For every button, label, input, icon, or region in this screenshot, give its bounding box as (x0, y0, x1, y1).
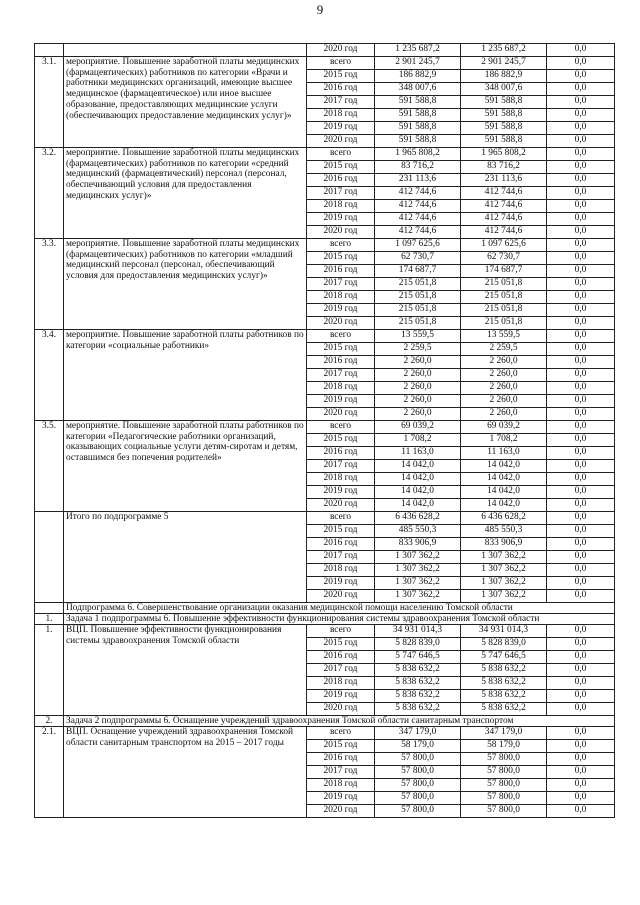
regional-budget-cell: 591 588,8 (461, 109, 547, 122)
regional-budget-cell: 1 235 687,2 (461, 44, 547, 57)
year-cell: 2017 год (307, 460, 375, 473)
task-heading-row (35, 716, 615, 727)
regional-budget-cell: 348 007,6 (461, 83, 547, 96)
other-sources-cell: 0,0 (547, 252, 615, 265)
total-amount-cell: 348 007,6 (375, 83, 461, 96)
year-cell: всего (307, 239, 375, 252)
table-row (35, 330, 615, 343)
row-name-cell: ВЦП. Повышение эффективности функционирования системы здравоохранения Томской области (64, 625, 307, 716)
regional-budget-cell: 57 800,0 (461, 779, 547, 792)
year-cell: 2020 год (307, 499, 375, 512)
year-cell: 2018 год (307, 564, 375, 577)
table-row (35, 727, 615, 740)
other-sources-cell: 0,0 (547, 135, 615, 148)
table-row (35, 239, 615, 252)
other-sources-cell: 0,0 (547, 664, 615, 677)
year-cell: всего (307, 330, 375, 343)
regional-budget-cell: 412 744,6 (461, 200, 547, 213)
regional-budget-cell: 14 042,0 (461, 460, 547, 473)
year-cell: всего (307, 421, 375, 434)
other-sources-cell: 0,0 (547, 766, 615, 779)
total-amount-cell: 591 588,8 (375, 109, 461, 122)
year-cell: 2019 год (307, 304, 375, 317)
other-sources-cell: 0,0 (547, 382, 615, 395)
total-amount-cell: 412 744,6 (375, 187, 461, 200)
total-amount-cell: 1 097 625,6 (375, 239, 461, 252)
year-cell: 2019 год (307, 792, 375, 805)
total-amount-cell: 5 838 632,2 (375, 690, 461, 703)
other-sources-cell: 0,0 (547, 551, 615, 564)
other-sources-cell: 0,0 (547, 577, 615, 590)
other-sources-cell: 0,0 (547, 187, 615, 200)
regional-budget-cell: 1 307 362,2 (461, 551, 547, 564)
regional-budget-cell: 412 744,6 (461, 213, 547, 226)
total-amount-cell: 14 042,0 (375, 486, 461, 499)
task-heading-row (35, 614, 615, 625)
regional-budget-cell: 14 042,0 (461, 486, 547, 499)
other-sources-cell: 0,0 (547, 395, 615, 408)
regional-budget-cell: 14 042,0 (461, 499, 547, 512)
table-row (35, 625, 615, 638)
other-sources-cell: 0,0 (547, 356, 615, 369)
total-amount-cell: 57 800,0 (375, 779, 461, 792)
regional-budget-cell: 57 800,0 (461, 805, 547, 818)
year-cell: 2015 год (307, 740, 375, 753)
total-amount-cell: 1 307 362,2 (375, 577, 461, 590)
total-amount-cell: 5 838 632,2 (375, 677, 461, 690)
regional-budget-cell: 1 965 808,2 (461, 148, 547, 161)
year-cell: 2015 год (307, 343, 375, 356)
regional-budget-cell: 2 259,5 (461, 343, 547, 356)
row-name-cell: мероприятие. Повышение заработной платы медицинских (фармацевтических) работников по категории «средний медицинский (фармацевтический) персонал (персонал, обеспечивающий условия для предоставления медицинских услуг)» (64, 148, 307, 239)
row-number-cell: 3.4. (35, 330, 64, 421)
total-amount-cell: 412 744,6 (375, 200, 461, 213)
other-sources-cell: 0,0 (547, 174, 615, 187)
section-title-cell: Задача 1 подпрограммы 6. Повышение эффективности функционирования системы здравоохранения Томской области (64, 614, 615, 625)
total-amount-cell: 2 260,0 (375, 408, 461, 421)
row-number-cell: 1. (35, 614, 64, 625)
total-amount-cell: 231 113,6 (375, 174, 461, 187)
table-row (35, 421, 615, 434)
total-amount-cell: 57 800,0 (375, 792, 461, 805)
year-cell: 2016 год (307, 538, 375, 551)
year-cell: 2020 год (307, 135, 375, 148)
regional-budget-cell: 1 307 362,2 (461, 590, 547, 603)
other-sources-cell: 0,0 (547, 96, 615, 109)
subprogram-heading-row (35, 603, 615, 614)
other-sources-cell: 0,0 (547, 57, 615, 70)
row-number-cell: 3.5. (35, 421, 64, 512)
regional-budget-cell: 5 838 632,2 (461, 677, 547, 690)
other-sources-cell: 0,0 (547, 564, 615, 577)
total-amount-cell: 1 307 362,2 (375, 590, 461, 603)
total-amount-cell: 215 051,8 (375, 304, 461, 317)
total-amount-cell: 412 744,6 (375, 213, 461, 226)
year-cell: 2015 год (307, 525, 375, 538)
total-amount-cell: 485 550,3 (375, 525, 461, 538)
other-sources-cell: 0,0 (547, 408, 615, 421)
regional-budget-cell: 5 747 646,5 (461, 651, 547, 664)
regional-budget-cell: 215 051,8 (461, 304, 547, 317)
regional-budget-cell: 1 097 625,6 (461, 239, 547, 252)
regional-budget-cell: 2 260,0 (461, 356, 547, 369)
row-name-cell (64, 44, 307, 57)
total-amount-cell: 14 042,0 (375, 499, 461, 512)
row-number-cell: 1. (35, 625, 64, 716)
table-row (35, 512, 615, 525)
regional-budget-cell: 412 744,6 (461, 187, 547, 200)
year-cell: 2018 год (307, 200, 375, 213)
total-amount-cell: 57 800,0 (375, 805, 461, 818)
regional-budget-cell: 591 588,8 (461, 96, 547, 109)
other-sources-cell: 0,0 (547, 369, 615, 382)
total-amount-cell: 1 307 362,2 (375, 564, 461, 577)
budget-table (34, 43, 615, 818)
other-sources-cell: 0,0 (547, 590, 615, 603)
total-amount-cell: 57 800,0 (375, 766, 461, 779)
total-amount-cell: 5 828 839,0 (375, 638, 461, 651)
row-number-cell: 3.3. (35, 239, 64, 330)
year-cell: 2018 год (307, 291, 375, 304)
year-cell: 2018 год (307, 109, 375, 122)
total-amount-cell: 1 708,2 (375, 434, 461, 447)
other-sources-cell: 0,0 (547, 239, 615, 252)
year-cell: 2015 год (307, 70, 375, 83)
regional-budget-cell: 2 260,0 (461, 382, 547, 395)
year-cell: 2020 год (307, 408, 375, 421)
row-number-cell (35, 44, 64, 57)
regional-budget-cell: 215 051,8 (461, 291, 547, 304)
row-number-cell: 2. (35, 716, 64, 727)
total-amount-cell: 1 965 808,2 (375, 148, 461, 161)
total-amount-cell: 2 901 245,7 (375, 57, 461, 70)
year-cell: 2015 год (307, 252, 375, 265)
total-amount-cell: 5 747 646,5 (375, 651, 461, 664)
regional-budget-cell: 5 828 839,0 (461, 638, 547, 651)
other-sources-cell: 0,0 (547, 265, 615, 278)
year-cell: 2018 год (307, 677, 375, 690)
year-cell: всего (307, 148, 375, 161)
other-sources-cell: 0,0 (547, 727, 615, 740)
total-amount-cell: 6 436 628,2 (375, 512, 461, 525)
other-sources-cell: 0,0 (547, 200, 615, 213)
regional-budget-cell: 412 744,6 (461, 226, 547, 239)
year-cell: 2020 год (307, 590, 375, 603)
year-cell: всего (307, 512, 375, 525)
other-sources-cell: 0,0 (547, 486, 615, 499)
other-sources-cell: 0,0 (547, 740, 615, 753)
section-title-cell: Задача 2 подпрограммы 6. Оснащение учреждений здравоохранения Томской области санитарным транспортом (64, 716, 615, 727)
other-sources-cell: 0,0 (547, 638, 615, 651)
year-cell: 2016 год (307, 651, 375, 664)
total-amount-cell: 62 730,7 (375, 252, 461, 265)
total-amount-cell: 591 588,8 (375, 135, 461, 148)
other-sources-cell: 0,0 (547, 792, 615, 805)
total-amount-cell: 215 051,8 (375, 278, 461, 291)
table-row (35, 44, 615, 57)
year-cell: 2016 год (307, 753, 375, 766)
regional-budget-cell: 215 051,8 (461, 317, 547, 330)
section-title-cell: Подпрограмма 6. Совершенствование организации оказания медицинской помощи населению Томской области (64, 603, 615, 614)
regional-budget-cell: 2 260,0 (461, 408, 547, 421)
regional-budget-cell: 347 179,0 (461, 727, 547, 740)
row-number-cell: 3.1. (35, 57, 64, 148)
regional-budget-cell: 186 882,9 (461, 70, 547, 83)
year-cell: 2017 год (307, 369, 375, 382)
row-number-cell (35, 512, 64, 603)
total-amount-cell: 69 039,2 (375, 421, 461, 434)
regional-budget-cell: 174 687,7 (461, 265, 547, 278)
row-name-cell: мероприятие. Повышение заработной платы медицинских (фармацевтических) работников по категории «Врачи и работники медицинских организаций, имеющие высшее медицинское (фармацевтическое) или иное высшее образование, предоставляющих медицинские услуги (обеспечивающих предоставление медицинских услуг)» (64, 57, 307, 148)
total-amount-cell: 2 260,0 (375, 369, 461, 382)
other-sources-cell: 0,0 (547, 161, 615, 174)
regional-budget-cell: 6 436 628,2 (461, 512, 547, 525)
total-amount-cell: 14 042,0 (375, 460, 461, 473)
other-sources-cell: 0,0 (547, 421, 615, 434)
regional-budget-cell: 58 179,0 (461, 740, 547, 753)
regional-budget-cell: 57 800,0 (461, 766, 547, 779)
total-amount-cell: 34 931 014,3 (375, 625, 461, 638)
total-amount-cell: 174 687,7 (375, 265, 461, 278)
total-amount-cell: 412 744,6 (375, 226, 461, 239)
other-sources-cell: 0,0 (547, 122, 615, 135)
other-sources-cell: 0,0 (547, 690, 615, 703)
total-amount-cell: 833 906,9 (375, 538, 461, 551)
year-cell: 2016 год (307, 447, 375, 460)
regional-budget-cell: 34 931 014,3 (461, 625, 547, 638)
year-cell: 2020 год (307, 317, 375, 330)
year-cell: всего (307, 625, 375, 638)
other-sources-cell: 0,0 (547, 805, 615, 818)
total-amount-cell: 58 179,0 (375, 740, 461, 753)
other-sources-cell: 0,0 (547, 70, 615, 83)
regional-budget-cell: 83 716,2 (461, 161, 547, 174)
regional-budget-cell: 1 307 362,2 (461, 564, 547, 577)
year-cell: 2016 год (307, 356, 375, 369)
year-cell: 2017 год (307, 278, 375, 291)
other-sources-cell: 0,0 (547, 109, 615, 122)
regional-budget-cell: 591 588,8 (461, 122, 547, 135)
row-name-cell: мероприятие. Повышение заработной платы работников по категории «социальные работники» (64, 330, 307, 421)
regional-budget-cell: 1 307 362,2 (461, 577, 547, 590)
row-number-cell: 3.2. (35, 148, 64, 239)
total-amount-cell: 1 235 687,2 (375, 44, 461, 57)
year-cell: 2020 год (307, 44, 375, 57)
total-amount-cell: 215 051,8 (375, 317, 461, 330)
total-amount-cell: 11 163,0 (375, 447, 461, 460)
regional-budget-cell: 2 260,0 (461, 369, 547, 382)
other-sources-cell: 0,0 (547, 651, 615, 664)
other-sources-cell: 0,0 (547, 625, 615, 638)
other-sources-cell: 0,0 (547, 473, 615, 486)
regional-budget-cell: 5 838 632,2 (461, 690, 547, 703)
regional-budget-cell: 485 550,3 (461, 525, 547, 538)
year-cell: 2019 год (307, 577, 375, 590)
other-sources-cell: 0,0 (547, 83, 615, 96)
row-name-cell: ВЦП. Оснащение учреждений здравоохранения Томской области санитарным транспортом на 2015 – 2017 годы (64, 727, 307, 818)
total-amount-cell: 2 260,0 (375, 356, 461, 369)
table-row (35, 148, 615, 161)
total-amount-cell: 5 838 632,2 (375, 703, 461, 716)
year-cell: 2017 год (307, 96, 375, 109)
other-sources-cell: 0,0 (547, 44, 615, 57)
regional-budget-cell: 2 260,0 (461, 395, 547, 408)
year-cell: 2017 год (307, 664, 375, 677)
budget-table-body (35, 44, 615, 818)
other-sources-cell: 0,0 (547, 291, 615, 304)
other-sources-cell: 0,0 (547, 447, 615, 460)
year-cell: 2020 год (307, 226, 375, 239)
total-amount-cell: 591 588,8 (375, 96, 461, 109)
other-sources-cell: 0,0 (547, 226, 615, 239)
other-sources-cell: 0,0 (547, 213, 615, 226)
year-cell: 2020 год (307, 805, 375, 818)
page-number: 9 (316, 2, 324, 17)
year-cell: 2018 год (307, 382, 375, 395)
other-sources-cell: 0,0 (547, 538, 615, 551)
total-amount-cell: 2 259,5 (375, 343, 461, 356)
year-cell: 2015 год (307, 161, 375, 174)
year-cell: 2017 год (307, 187, 375, 200)
total-amount-cell: 2 260,0 (375, 395, 461, 408)
other-sources-cell: 0,0 (547, 512, 615, 525)
total-amount-cell: 347 179,0 (375, 727, 461, 740)
regional-budget-cell: 591 588,8 (461, 135, 547, 148)
regional-budget-cell: 14 042,0 (461, 473, 547, 486)
row-number-cell (35, 603, 64, 614)
other-sources-cell: 0,0 (547, 330, 615, 343)
regional-budget-cell: 833 906,9 (461, 538, 547, 551)
year-cell: 2017 год (307, 551, 375, 564)
other-sources-cell: 0,0 (547, 779, 615, 792)
total-amount-cell: 14 042,0 (375, 473, 461, 486)
other-sources-cell: 0,0 (547, 677, 615, 690)
year-cell: 2019 год (307, 395, 375, 408)
regional-budget-cell: 2 901 245,7 (461, 57, 547, 70)
regional-budget-cell: 1 708,2 (461, 434, 547, 447)
other-sources-cell: 0,0 (547, 753, 615, 766)
year-cell: 2015 год (307, 638, 375, 651)
total-amount-cell: 1 307 362,2 (375, 551, 461, 564)
row-name-cell: мероприятие. Повышение заработной платы работников по категории «Педагогические работники организаций, оказывающих социальные услуги детям-сиротам и детям, оставшимся без попечения родителей» (64, 421, 307, 512)
regional-budget-cell: 69 039,2 (461, 421, 547, 434)
other-sources-cell: 0,0 (547, 278, 615, 291)
year-cell: 2017 год (307, 766, 375, 779)
total-amount-cell: 5 838 632,2 (375, 664, 461, 677)
other-sources-cell: 0,0 (547, 343, 615, 356)
regional-budget-cell: 215 051,8 (461, 278, 547, 291)
regional-budget-cell: 13 559,5 (461, 330, 547, 343)
regional-budget-cell: 62 730,7 (461, 252, 547, 265)
other-sources-cell: 0,0 (547, 434, 615, 447)
year-cell: 2015 год (307, 434, 375, 447)
row-name-cell: мероприятие. Повышение заработной платы медицинских (фармацевтических) работников по категории «младший медицинский персонал (персонал, обеспечивающий условия для предоставления медицинских услуг)» (64, 239, 307, 330)
year-cell: всего (307, 57, 375, 70)
year-cell: 2019 год (307, 486, 375, 499)
regional-budget-cell: 57 800,0 (461, 792, 547, 805)
other-sources-cell: 0,0 (547, 525, 615, 538)
year-cell: 2016 год (307, 265, 375, 278)
other-sources-cell: 0,0 (547, 499, 615, 512)
other-sources-cell: 0,0 (547, 460, 615, 473)
total-amount-cell: 57 800,0 (375, 753, 461, 766)
other-sources-cell: 0,0 (547, 703, 615, 716)
year-cell: всего (307, 727, 375, 740)
regional-budget-cell: 57 800,0 (461, 753, 547, 766)
other-sources-cell: 0,0 (547, 304, 615, 317)
row-name-cell: Итого по подпрограмме 5 (64, 512, 307, 603)
other-sources-cell: 0,0 (547, 317, 615, 330)
year-cell: 2016 год (307, 174, 375, 187)
regional-budget-cell: 11 163,0 (461, 447, 547, 460)
year-cell: 2019 год (307, 690, 375, 703)
year-cell: 2020 год (307, 703, 375, 716)
regional-budget-cell: 5 838 632,2 (461, 664, 547, 677)
total-amount-cell: 13 559,5 (375, 330, 461, 343)
year-cell: 2018 год (307, 473, 375, 486)
table-row (35, 57, 615, 70)
year-cell: 2019 год (307, 122, 375, 135)
year-cell: 2016 год (307, 83, 375, 96)
total-amount-cell: 186 882,9 (375, 70, 461, 83)
total-amount-cell: 83 716,2 (375, 161, 461, 174)
other-sources-cell: 0,0 (547, 148, 615, 161)
regional-budget-cell: 5 838 632,2 (461, 703, 547, 716)
row-number-cell: 2.1. (35, 727, 64, 818)
regional-budget-cell: 231 113,6 (461, 174, 547, 187)
year-cell: 2018 год (307, 779, 375, 792)
total-amount-cell: 591 588,8 (375, 122, 461, 135)
year-cell: 2019 год (307, 213, 375, 226)
total-amount-cell: 2 260,0 (375, 382, 461, 395)
total-amount-cell: 215 051,8 (375, 291, 461, 304)
